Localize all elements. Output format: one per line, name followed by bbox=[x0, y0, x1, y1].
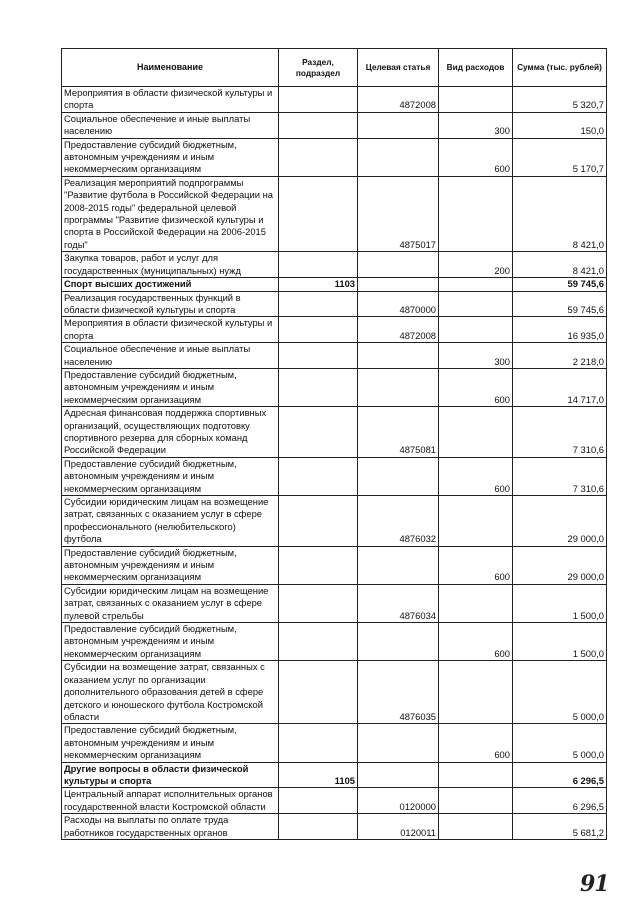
cell-sum: 59 745,6 bbox=[513, 291, 607, 317]
cell-target: 4875081 bbox=[358, 407, 439, 458]
cell-expense: 600 bbox=[439, 457, 513, 495]
budget-table bbox=[61, 48, 607, 840]
cell-expense: 600 bbox=[439, 368, 513, 406]
cell-name: Реализация мероприятий подпрограммы "Развитие футбола в Российской Федерации на 2008-2015 годы" федеральной целевой программы "Развитие физической культуры и спорта в Российской Федерации на 2006-2015 годы" bbox=[62, 176, 279, 251]
cell-expense: 300 bbox=[439, 112, 513, 138]
cell-sum: 29 000,0 bbox=[513, 496, 607, 547]
cell-section bbox=[279, 584, 358, 622]
cell-expense bbox=[439, 584, 513, 622]
table-row bbox=[62, 584, 607, 622]
cell-expense bbox=[439, 291, 513, 317]
cell-name: Реализация государственных функций в области физической культуры и спорта bbox=[62, 291, 279, 317]
cell-name: Социальное обеспечение и иные выплаты населению bbox=[62, 343, 279, 369]
cell-name: Расходы на выплаты по оплате труда работников государственных органов bbox=[62, 814, 279, 840]
table-row bbox=[62, 496, 607, 547]
cell-section bbox=[279, 546, 358, 584]
table-row bbox=[62, 788, 607, 814]
cell-expense: 600 bbox=[439, 724, 513, 762]
cell-target: 4876034 bbox=[358, 584, 439, 622]
table-row bbox=[62, 343, 607, 369]
cell-target bbox=[358, 368, 439, 406]
header-expense: Вид расходов bbox=[439, 49, 513, 87]
cell-target: 4870000 bbox=[358, 291, 439, 317]
cell-sum: 5 000,0 bbox=[513, 661, 607, 724]
table-row bbox=[62, 368, 607, 406]
cell-section bbox=[279, 252, 358, 278]
page-number: 91 bbox=[580, 871, 609, 897]
table-row bbox=[62, 176, 607, 251]
cell-expense bbox=[439, 762, 513, 788]
cell-section bbox=[279, 661, 358, 724]
cell-expense bbox=[439, 661, 513, 724]
cell-section bbox=[279, 407, 358, 458]
cell-expense: 600 bbox=[439, 546, 513, 584]
cell-name: Предоставление субсидий бюджетным, автономным учреждениям и иным некоммерческим организациям bbox=[62, 546, 279, 584]
table-row bbox=[62, 252, 607, 278]
cell-section bbox=[279, 112, 358, 138]
cell-section: 1103 bbox=[279, 278, 358, 291]
cell-target: 0120011 bbox=[358, 814, 439, 840]
cell-expense bbox=[439, 176, 513, 251]
cell-target bbox=[358, 762, 439, 788]
cell-name: Предоставление субсидий бюджетным, автономным учреждениям и иным некоммерческим организациям bbox=[62, 623, 279, 661]
cell-name: Социальное обеспечение и иные выплаты населению bbox=[62, 112, 279, 138]
cell-name: Предоставление субсидий бюджетным, автономным учреждениям и иным некоммерческим организациям bbox=[62, 457, 279, 495]
cell-sum: 14 717,0 bbox=[513, 368, 607, 406]
cell-sum: 59 745,6 bbox=[513, 278, 607, 291]
cell-name: Субсидии юридическим лицам на возмещение затрат, связанных с оказанием услуг в сфере профессионального (нелюбительского) футбола bbox=[62, 496, 279, 547]
table-row bbox=[62, 546, 607, 584]
cell-name: Другие вопросы в области физической культуры и спорта bbox=[62, 762, 279, 788]
cell-target bbox=[358, 138, 439, 176]
cell-sum: 5 170,7 bbox=[513, 138, 607, 176]
table-body bbox=[62, 87, 607, 840]
cell-section bbox=[279, 87, 358, 113]
cell-name: Центральный аппарат исполнительных органов государственной власти Костромской области bbox=[62, 788, 279, 814]
table-row bbox=[62, 112, 607, 138]
table-row bbox=[62, 138, 607, 176]
cell-section bbox=[279, 343, 358, 369]
cell-expense bbox=[439, 496, 513, 547]
table-row bbox=[62, 457, 607, 495]
cell-name: Субсидии на возмещение затрат, связанных с оказанием услуг по организации дополнительного образования детей в сфере детского и юношеского футбола Костромской области bbox=[62, 661, 279, 724]
cell-target: 4876035 bbox=[358, 661, 439, 724]
cell-name: Субсидии юридическим лицам на возмещение затрат, связанных с оказанием услуг в сфере пулевой стрельбы bbox=[62, 584, 279, 622]
cell-target bbox=[358, 278, 439, 291]
header-target: Целевая статья bbox=[358, 49, 439, 87]
table-row bbox=[62, 623, 607, 661]
cell-section bbox=[279, 368, 358, 406]
cell-section bbox=[279, 724, 358, 762]
cell-sum: 29 000,0 bbox=[513, 546, 607, 584]
cell-expense bbox=[439, 788, 513, 814]
cell-expense: 600 bbox=[439, 623, 513, 661]
cell-target bbox=[358, 343, 439, 369]
cell-section bbox=[279, 291, 358, 317]
cell-name: Предоставление субсидий бюджетным, автономным учреждениям и иным некоммерческим организациям bbox=[62, 724, 279, 762]
cell-section bbox=[279, 788, 358, 814]
cell-sum: 1 500,0 bbox=[513, 623, 607, 661]
cell-name: Мероприятия в области физической культуры и спорта bbox=[62, 87, 279, 113]
cell-sum: 150,0 bbox=[513, 112, 607, 138]
cell-sum: 8 421,0 bbox=[513, 176, 607, 251]
cell-section bbox=[279, 496, 358, 547]
table-row bbox=[62, 724, 607, 762]
cell-expense bbox=[439, 317, 513, 343]
table-row bbox=[62, 814, 607, 840]
table-row bbox=[62, 87, 607, 113]
cell-section bbox=[279, 138, 358, 176]
cell-expense bbox=[439, 278, 513, 291]
cell-section bbox=[279, 176, 358, 251]
cell-target bbox=[358, 457, 439, 495]
cell-target: 0120000 bbox=[358, 788, 439, 814]
cell-section bbox=[279, 457, 358, 495]
cell-name: Спорт высших достижений bbox=[62, 278, 279, 291]
cell-expense bbox=[439, 814, 513, 840]
header-name: Наименование bbox=[62, 49, 279, 87]
cell-target bbox=[358, 252, 439, 278]
cell-sum: 5 320,7 bbox=[513, 87, 607, 113]
cell-sum: 5 000,0 bbox=[513, 724, 607, 762]
cell-target: 4875017 bbox=[358, 176, 439, 251]
cell-section bbox=[279, 317, 358, 343]
cell-expense: 300 bbox=[439, 343, 513, 369]
cell-name: Мероприятия в области физической культуры и спорта bbox=[62, 317, 279, 343]
cell-target bbox=[358, 623, 439, 661]
cell-target: 4876032 bbox=[358, 496, 439, 547]
cell-section: 1105 bbox=[279, 762, 358, 788]
cell-name: Закупка товаров, работ и услуг для государственных (муниципальных) нужд bbox=[62, 252, 279, 278]
table-header-row bbox=[62, 49, 607, 87]
cell-sum: 5 681,2 bbox=[513, 814, 607, 840]
cell-target bbox=[358, 112, 439, 138]
cell-name: Адресная финансовая поддержка спортивных организаций, осуществляющих подготовку спортивного резерва для сборных команд Российской Федерации bbox=[62, 407, 279, 458]
table-row bbox=[62, 407, 607, 458]
cell-target bbox=[358, 546, 439, 584]
cell-sum: 8 421,0 bbox=[513, 252, 607, 278]
cell-section bbox=[279, 814, 358, 840]
cell-sum: 7 310,6 bbox=[513, 457, 607, 495]
table-row bbox=[62, 762, 607, 788]
cell-target bbox=[358, 724, 439, 762]
table-row bbox=[62, 278, 607, 291]
cell-target: 4872008 bbox=[358, 317, 439, 343]
cell-sum: 6 296,5 bbox=[513, 788, 607, 814]
header-section: Раздел, подраздел bbox=[279, 49, 358, 87]
table-row bbox=[62, 661, 607, 724]
cell-expense: 600 bbox=[439, 138, 513, 176]
cell-sum: 2 218,0 bbox=[513, 343, 607, 369]
cell-expense bbox=[439, 407, 513, 458]
cell-sum: 7 310,6 bbox=[513, 407, 607, 458]
cell-sum: 1 500,0 bbox=[513, 584, 607, 622]
header-sum: Сумма (тыс. рублей) bbox=[513, 49, 607, 87]
table-row bbox=[62, 317, 607, 343]
cell-target: 4872008 bbox=[358, 87, 439, 113]
cell-name: Предоставление субсидий бюджетным, автономным учреждениям и иным некоммерческим организациям bbox=[62, 138, 279, 176]
cell-section bbox=[279, 623, 358, 661]
cell-sum: 6 296,5 bbox=[513, 762, 607, 788]
cell-name: Предоставление субсидий бюджетным, автономным учреждениям и иным некоммерческим организациям bbox=[62, 368, 279, 406]
cell-sum: 16 935,0 bbox=[513, 317, 607, 343]
table-row bbox=[62, 291, 607, 317]
cell-expense: 200 bbox=[439, 252, 513, 278]
cell-expense bbox=[439, 87, 513, 113]
